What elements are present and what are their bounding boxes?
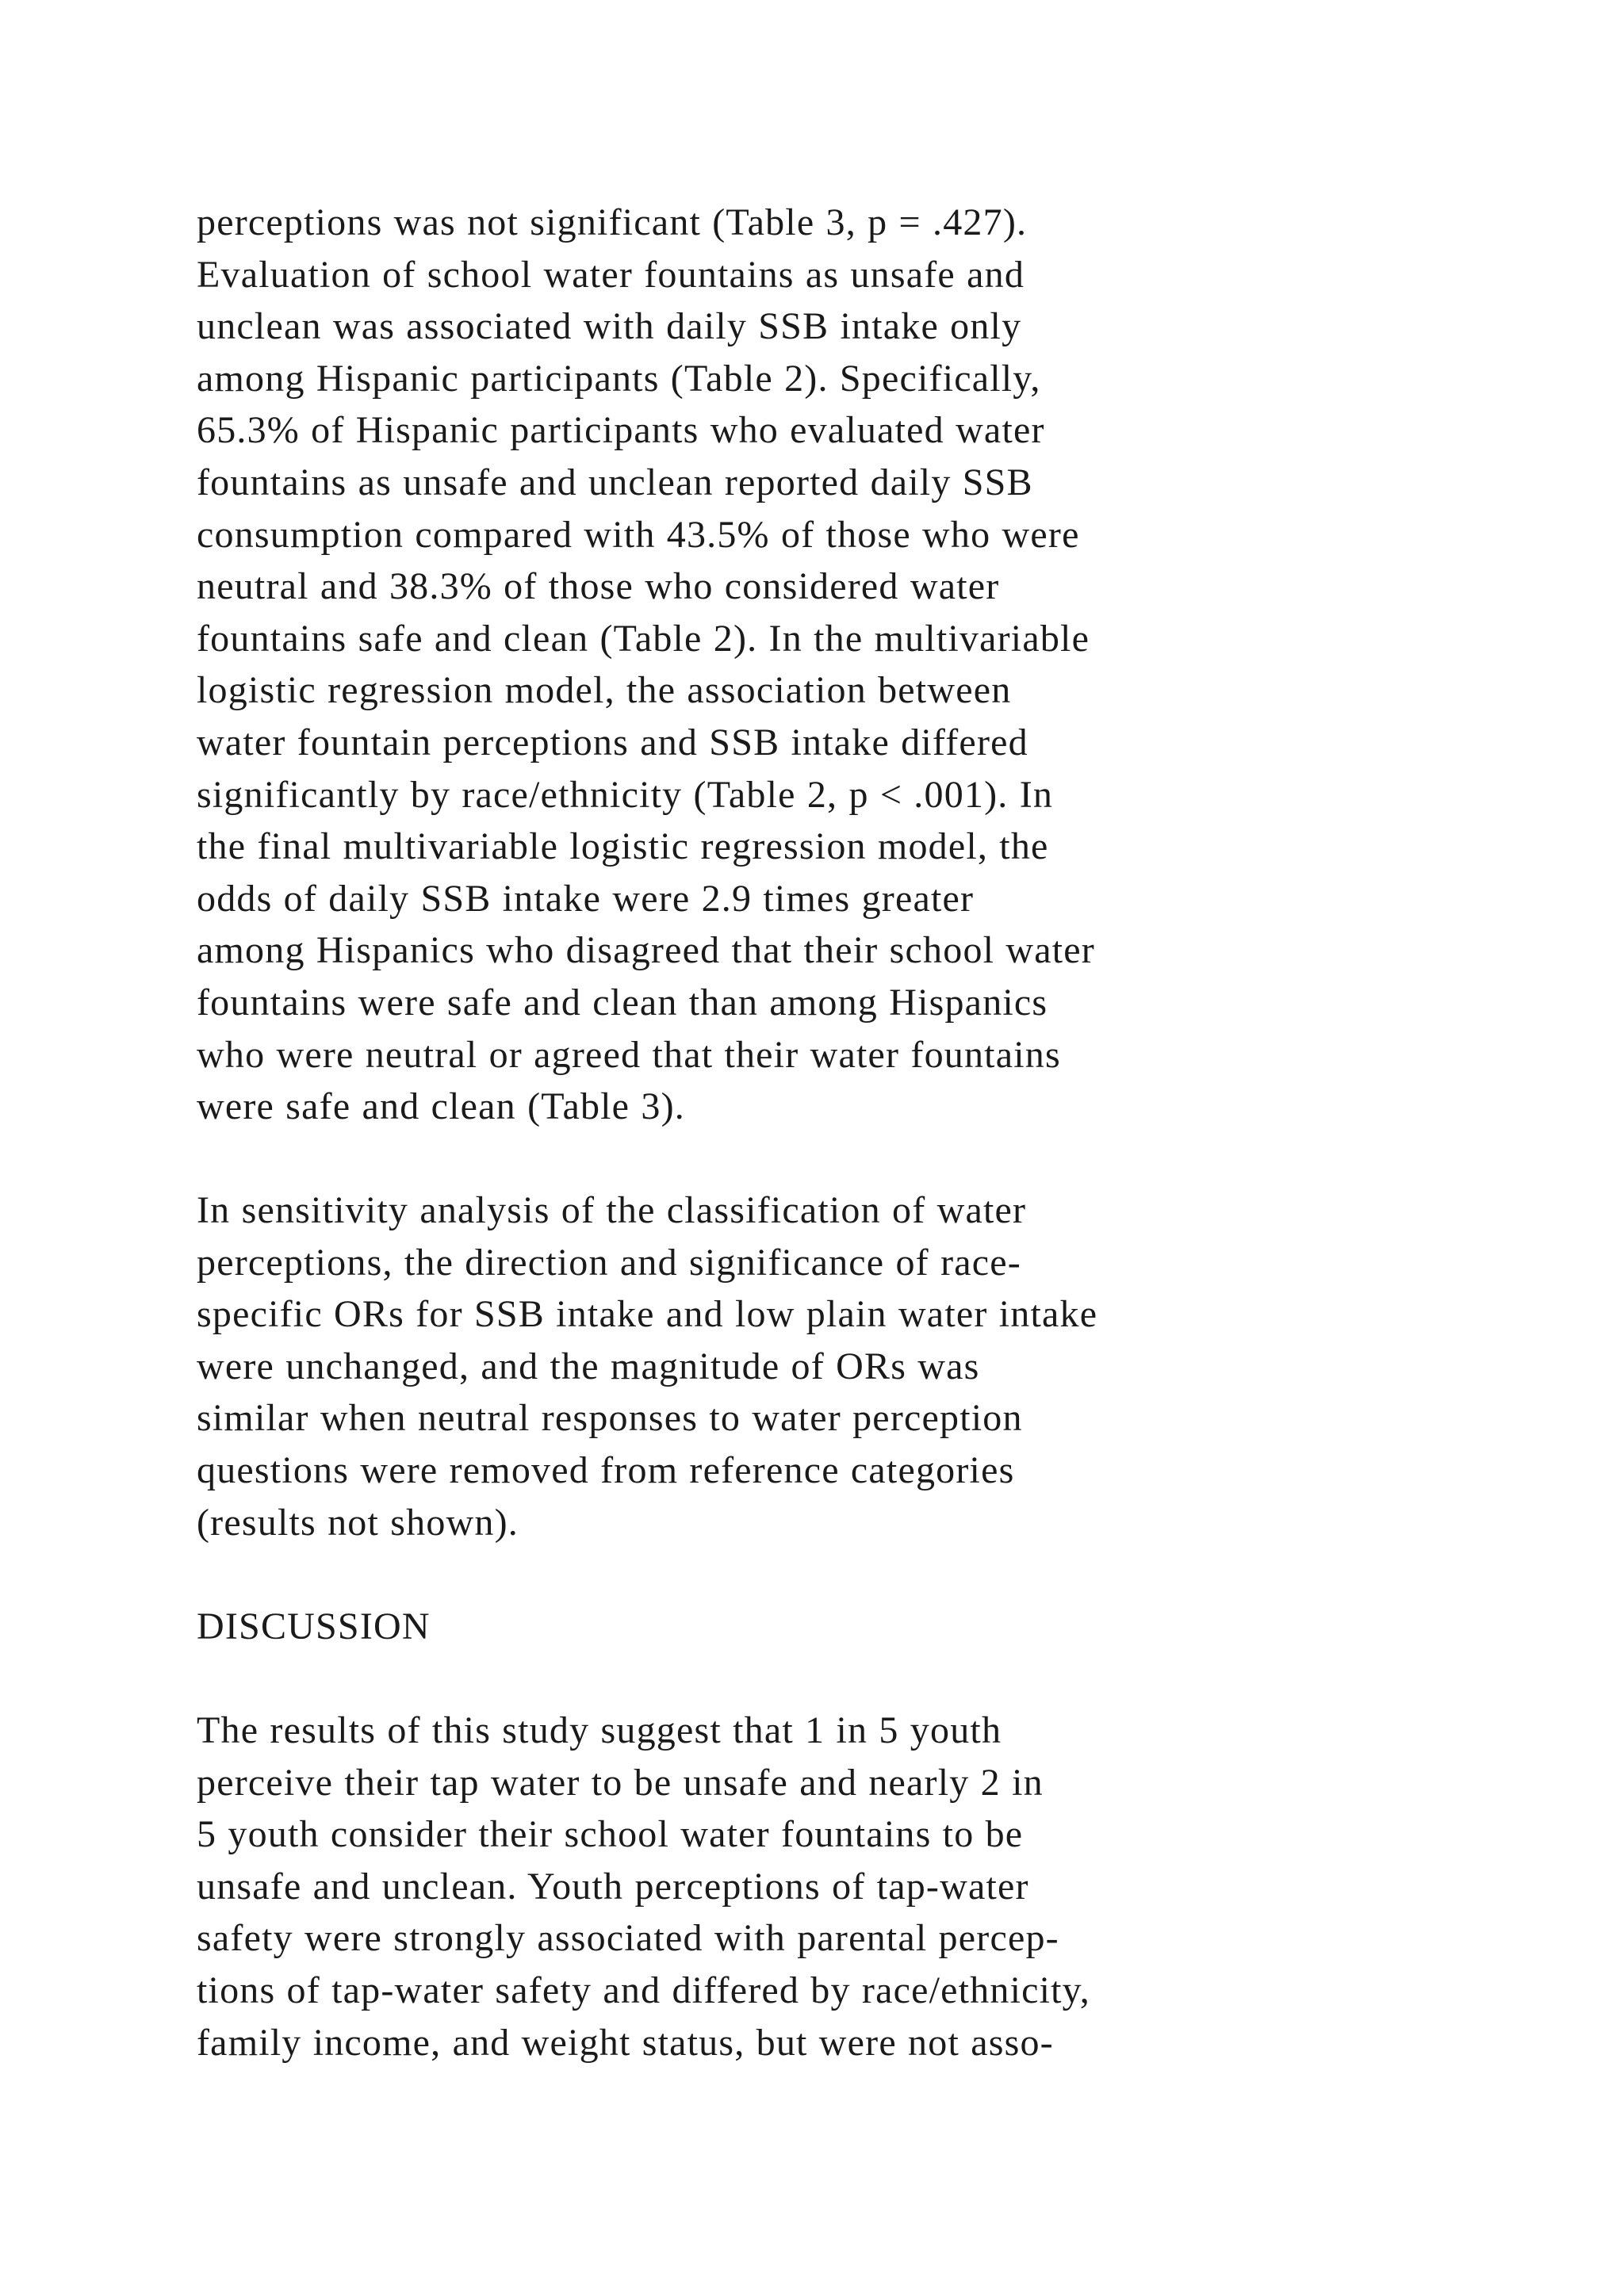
text-line: perceptions was not significant (Table 3, p = .427). (197, 201, 1028, 243)
text-line: perceptions, the direction and significance of race- (197, 1241, 1021, 1284)
text-line: specific ORs for SSB intake and low plain water intake (197, 1293, 1098, 1336)
text-line: unclean was associated with daily SSB intake only (197, 305, 1022, 348)
text-line: neutral and 38.3% of those who considered water (197, 565, 1000, 608)
results-paragraph (197, 197, 1529, 1133)
text-line: water fountain perceptions and SSB intake differed (197, 721, 1028, 763)
text-line: significantly by race/ethnicity (Table 2, p < .001). In (197, 773, 1054, 816)
text-line: consumption compared with 43.5% of those who were (197, 513, 1080, 556)
discussion-paragraph (197, 1705, 1529, 2068)
text-line: unsafe and unclean. Youth perceptions of tap-water (197, 1865, 1029, 1908)
text-line: similar when neutral responses to water perception (197, 1397, 1023, 1440)
text-line: 5 youth consider their school water fountains to be (197, 1813, 1024, 1856)
text-line: fountains safe and clean (Table 2). In the multivariable (197, 617, 1090, 660)
discussion-heading: DISCUSSION (197, 1605, 431, 1647)
text-line: fountains as unsafe and unclean reported daily SSB (197, 461, 1033, 503)
text-line: logistic regression model, the association between (197, 669, 1012, 712)
text-line: among Hispanics who disagreed that their school water (197, 929, 1095, 972)
text-line: perceive their tap water to be unsafe and nearly 2 in (197, 1761, 1044, 1804)
sensitivity-paragraph (197, 1184, 1529, 1548)
text-line: were unchanged, and the magnitude of ORs was (197, 1345, 980, 1387)
text-line: safety were strongly associated with parental percep- (197, 1917, 1059, 1960)
text-line: tions of tap-water safety and differed by race/ethnicity, (197, 1969, 1090, 2011)
text-line: 65.3% of Hispanic participants who evaluated water (197, 409, 1045, 452)
text-line: In sensitivity analysis of the classification of water (197, 1189, 1027, 1231)
text-line: (results not shown). (197, 1501, 519, 1544)
text-line: among Hispanic participants (Table 2). Specifically, (197, 357, 1041, 400)
text-line: were safe and clean (Table 3). (197, 1085, 685, 1128)
section-heading (197, 1601, 1529, 1653)
text-line: odds of daily SSB intake were 2.9 times greater (197, 877, 975, 920)
text-line: the final multivariable logistic regression model, the (197, 825, 1049, 868)
text-line: family income, and weight status, but were not asso- (197, 2021, 1054, 2064)
text-line: questions were removed from reference categories (197, 1448, 1015, 1491)
text-line: who were neutral or agreed that their water fountains (197, 1033, 1061, 1076)
text-line: fountains were safe and clean than among Hispanics (197, 981, 1048, 1024)
text-line: The results of this study suggest that 1 in 5 youth (197, 1709, 1002, 1751)
text-line: Evaluation of school water fountains as unsafe and (197, 253, 1025, 296)
